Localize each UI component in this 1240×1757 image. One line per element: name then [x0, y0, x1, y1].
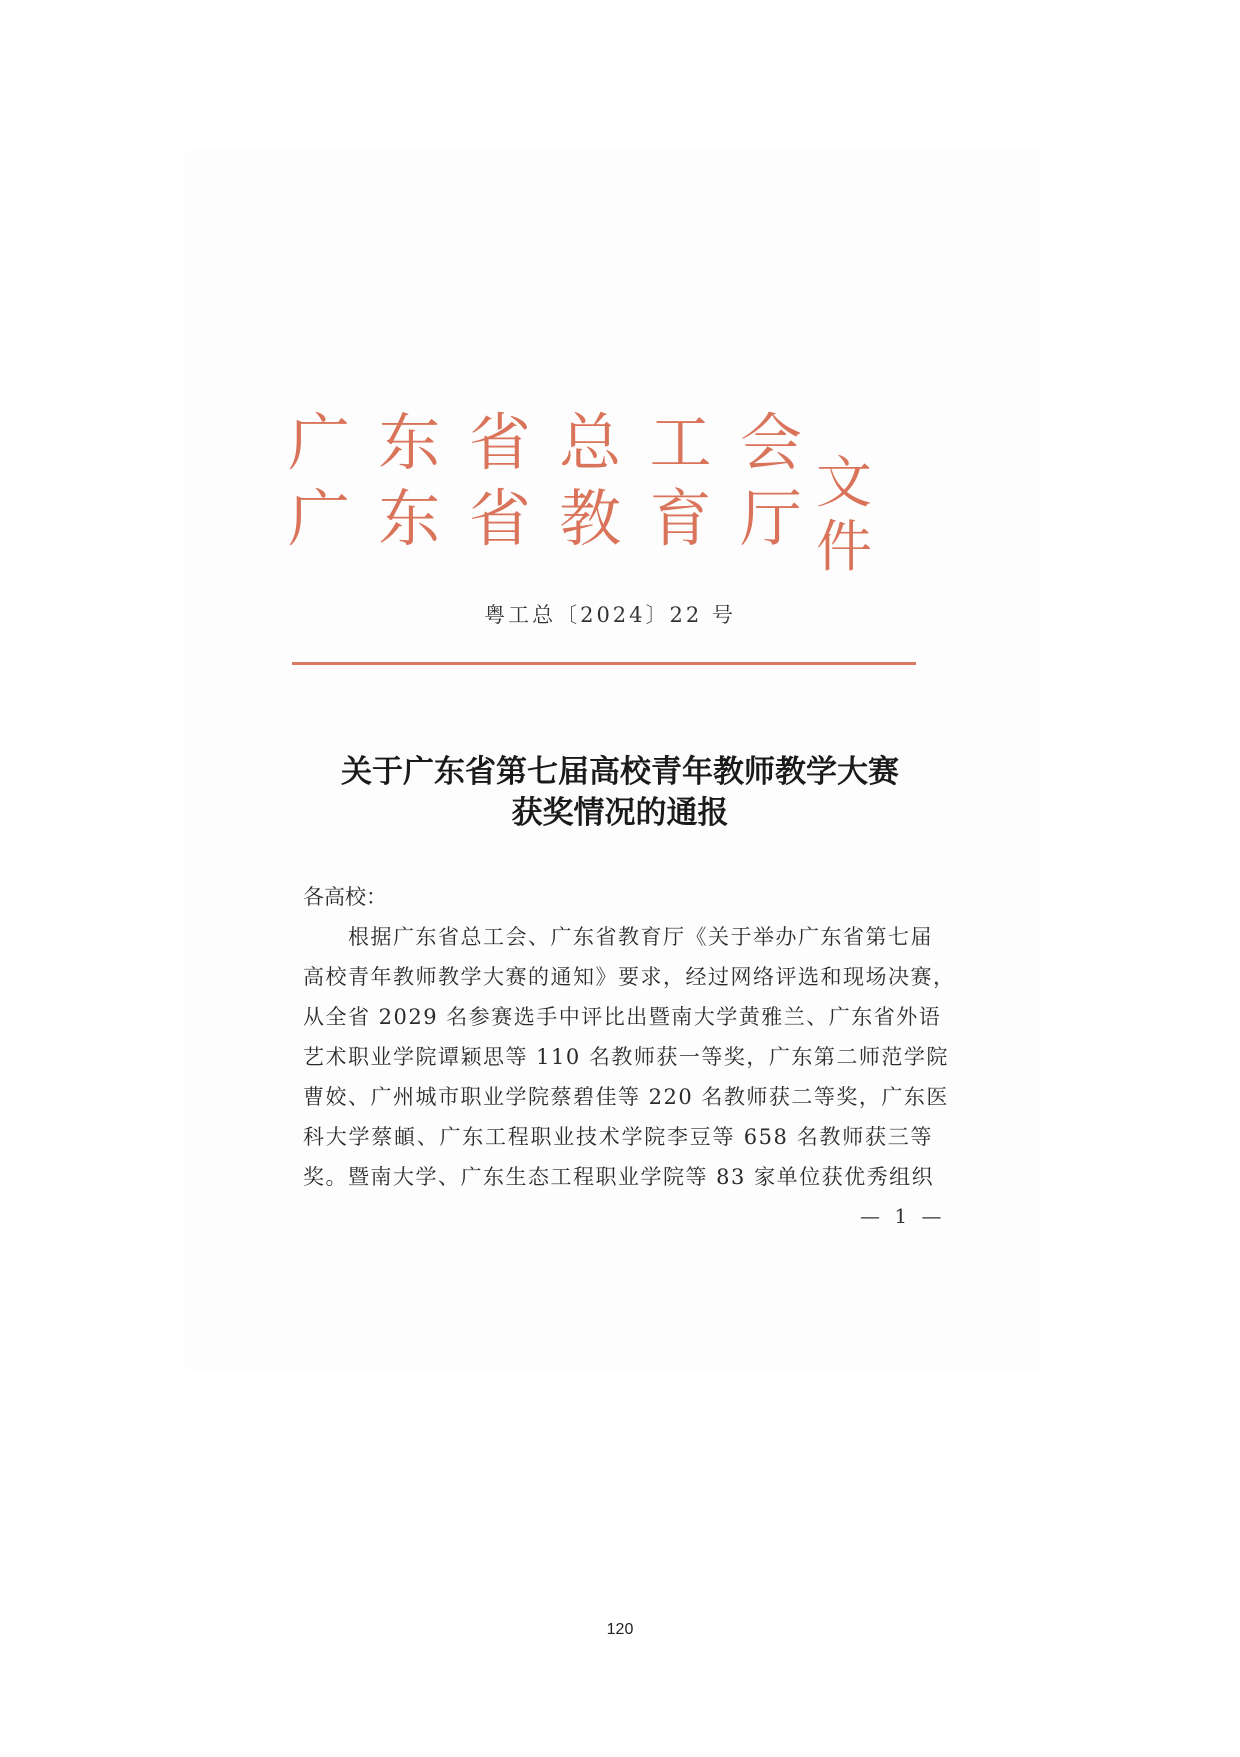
body-line: 曹姣、广州城市职业学院蔡碧佳等 220 名教师获二等奖，广东医: [303, 1085, 949, 1109]
org-line-education-dept: [286, 484, 804, 554]
body-line: 高校青年教师教学大赛的通知》要求，经过网络评选和现场决赛，: [303, 965, 956, 989]
header-char: 省: [468, 406, 531, 479]
document-number: 粤工总〔2024〕22 号: [484, 603, 736, 627]
header-char: 教: [559, 482, 622, 555]
red-divider-rule: [292, 662, 916, 665]
header-char: 厅: [739, 482, 802, 555]
header-char: 省: [468, 482, 531, 555]
body-line: 艺术职业学院谭颖思等 110 名教师获一等奖，广东第二师范学院: [303, 1045, 949, 1069]
header-char: 会: [739, 406, 802, 479]
document-word: 文件: [816, 451, 874, 580]
body-line: 根据广东省总工会、广东省教育厅《关于举办广东省第七届: [348, 925, 933, 949]
document-red-header: [286, 406, 926, 580]
body-line: 从全省 2029 名参赛选手中评比出暨南大学黄雅兰、广东省外语: [303, 1005, 942, 1029]
header-char: 东: [378, 482, 441, 555]
footer-page-number: 120: [606, 1621, 634, 1638]
inner-page-number: — 1 —: [860, 1204, 946, 1228]
header-char: 东: [378, 406, 441, 479]
salutation: 各高校：: [303, 885, 387, 909]
body-line: 科大学蔡頔、广东工程职业技术学院李豆等 658 名教师获三等: [303, 1125, 933, 1149]
document-title-line-2: 获奖情况的通报: [511, 795, 729, 831]
header-char: 广: [287, 406, 350, 479]
header-char: 总: [559, 406, 622, 479]
org-line-trade-union: [286, 408, 804, 478]
document-title-line-1: 关于广东省第七届高校青年教师教学大赛: [341, 754, 899, 790]
body-line: 奖。暨南大学、广东生态工程职业学院等 83 家单位获优秀组织: [303, 1165, 935, 1189]
header-char: 工: [649, 406, 712, 479]
header-char: 育: [649, 482, 712, 555]
header-char: 广: [287, 482, 350, 555]
